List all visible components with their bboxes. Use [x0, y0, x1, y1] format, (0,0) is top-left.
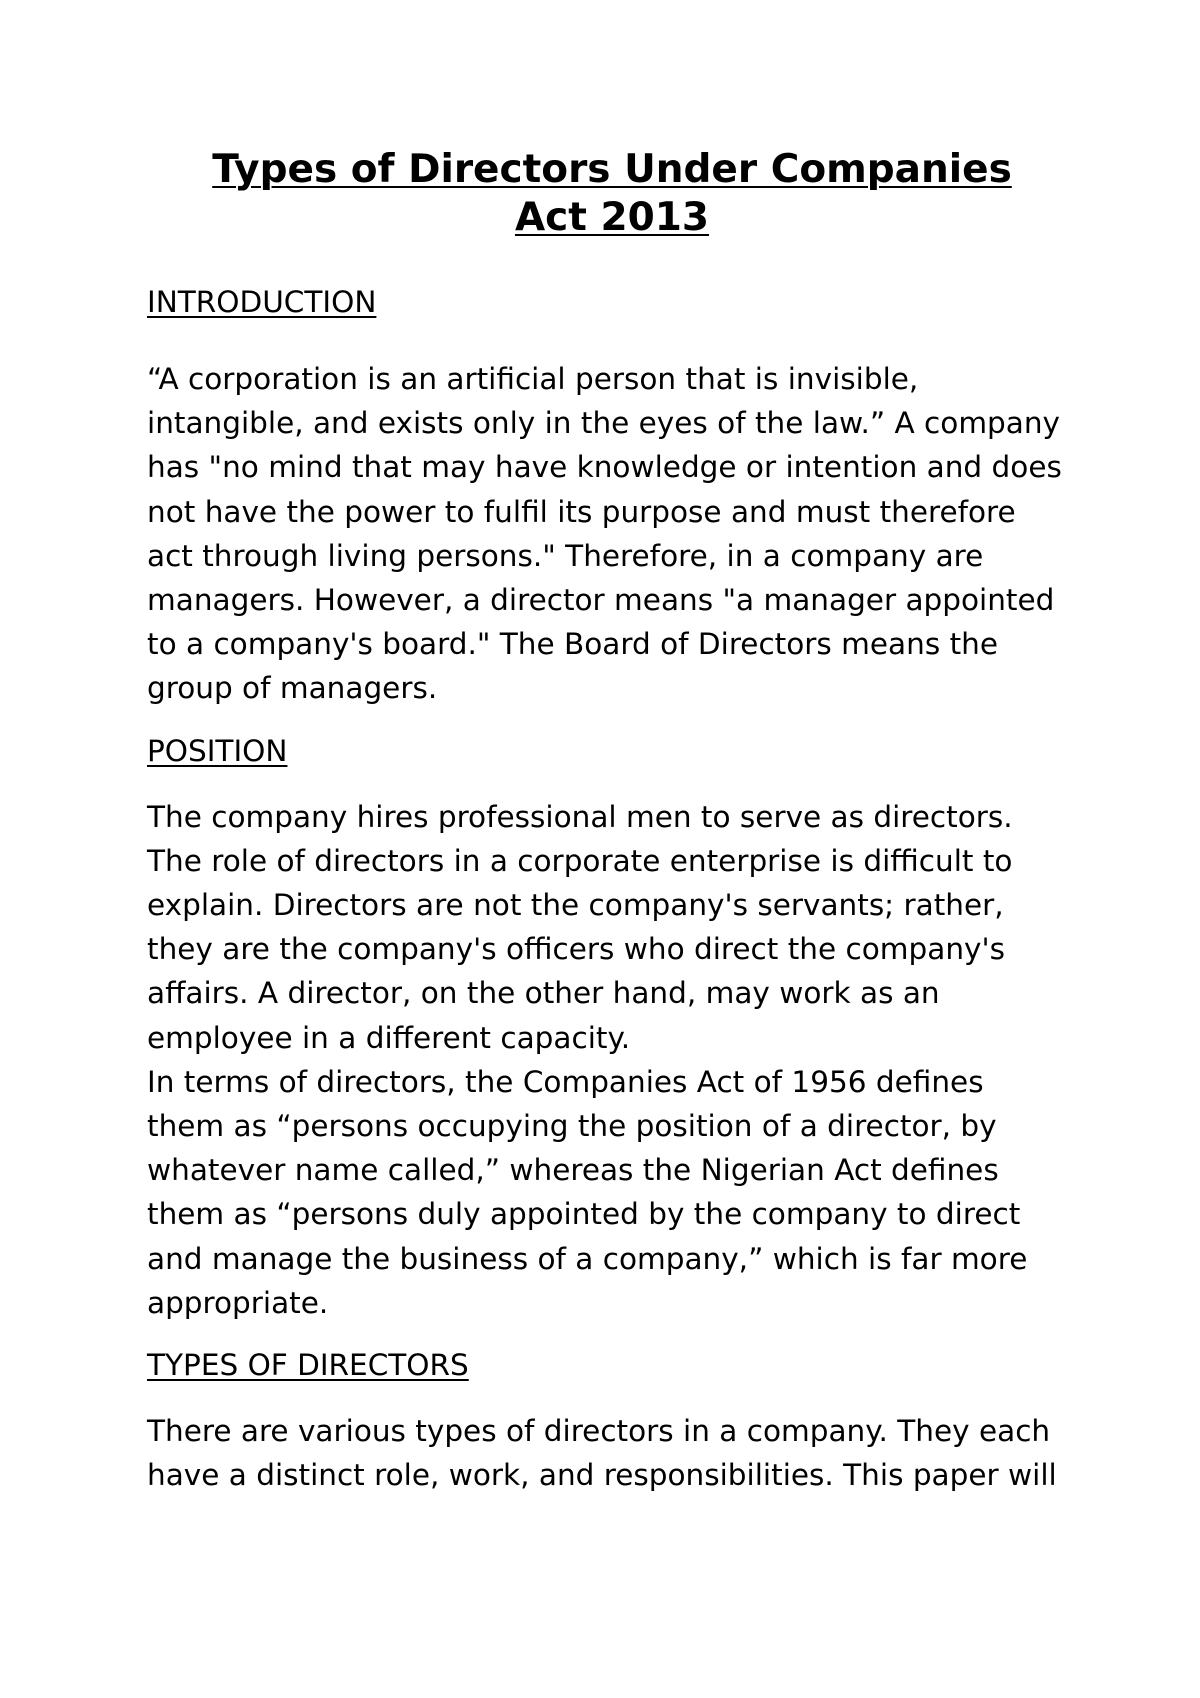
section-heading-position: POSITION — [147, 733, 288, 768]
introduction-paragraph — [147, 357, 1077, 711]
title-line: Types of Directors Under Companies — [212, 147, 1012, 192]
text-line: has "no mind that may have knowledge or intention and does — [147, 450, 1062, 485]
text-line: managers. However, a director means "a manager appointed — [147, 583, 1055, 618]
text-line: The role of directors in a corporate enterprise is difficult to — [147, 843, 1013, 878]
text-line: affairs. A director, on the other hand, may work as an — [147, 976, 940, 1011]
text-line: have a distinct role, work, and responsibilities. This paper will — [147, 1458, 1057, 1493]
text-line: employee in a different capacity. — [147, 1020, 631, 1055]
section-heading-introduction: INTRODUCTION — [147, 285, 377, 319]
text-line: act through living persons." Therefore, in a company are — [147, 538, 984, 573]
title-line: Act 2013 — [514, 195, 710, 240]
text-line: not have the power to fulfil its purpose and must therefore — [147, 494, 1016, 529]
text-line: whatever name called,” whereas the Nigerian Act defines — [147, 1153, 999, 1188]
position-paragraph — [147, 795, 1077, 1060]
text-line: “A corporation is an artificial person that is invisible, — [147, 362, 919, 396]
text-line: intangible, and exists only in the eyes of the law.” A company — [147, 406, 1061, 441]
types-paragraph — [147, 1409, 1077, 1497]
text-line: explain. Directors are not the company's servants; rather, — [147, 888, 1004, 923]
document-title — [147, 146, 1077, 242]
text-line: There are various types of directors in a company. They each — [147, 1414, 1051, 1449]
text-line: them as “persons duly appointed by the company to direct — [147, 1197, 1021, 1232]
text-line: group of managers. — [147, 671, 438, 706]
text-line: to a company's board." The Board of Directors means the — [147, 627, 998, 662]
text-line: The company hires professional men to serve as directors. — [147, 799, 1013, 834]
section-heading-types-of-directors: TYPES OF DIRECTORS — [147, 1348, 469, 1383]
text-line: them as “persons occupying the position of a director, by — [147, 1109, 997, 1144]
text-line: they are the company's officers who direct the company's — [147, 932, 1005, 967]
text-line: appropriate. — [147, 1285, 329, 1320]
text-line: and manage the business of a company,” which is far more — [147, 1241, 1028, 1276]
text-line: In terms of directors, the Companies Act of 1956 defines — [147, 1064, 984, 1099]
document-content — [147, 146, 1077, 1497]
position-definition-paragraph — [147, 1060, 1077, 1325]
